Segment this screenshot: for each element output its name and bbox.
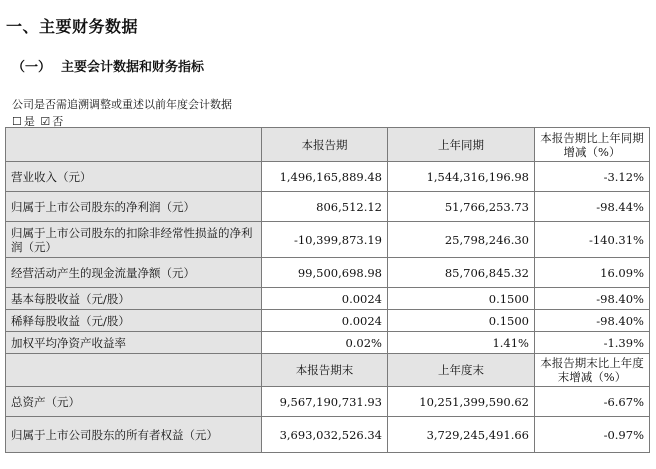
prior-value: 85,706,845.32 (388, 258, 535, 288)
current-value: 0.0024 (262, 288, 388, 310)
change-value: -1.39% (535, 332, 650, 354)
change-value: -98.44% (535, 192, 650, 222)
row-label: 归属于上市公司股东的所有者权益（元） (6, 417, 262, 453)
subsection-heading (12, 56, 204, 75)
header-prior-year-end: 上年度末 (388, 354, 535, 387)
change-value: 16.09% (535, 258, 650, 288)
unchecked-box-icon[interactable]: ☐ (12, 115, 22, 128)
row-label: 基本每股收益（元/股） (6, 288, 262, 310)
table-header-row (6, 128, 650, 162)
header-period-end: 本报告期末 (262, 354, 388, 387)
change-value: -98.40% (535, 310, 650, 332)
current-value: 3,693,032,526.34 (262, 417, 388, 453)
option-yes-label: 是 (23, 115, 35, 128)
subsection-title: 主要会计数据和财务指标 (61, 60, 205, 75)
row-label: 经营活动产生的现金流量净额（元） (6, 258, 262, 288)
change-value: -140.31% (535, 222, 650, 258)
section-heading: 一、主要财务数据 (6, 17, 139, 36)
header-current-period: 本报告期 (262, 128, 388, 162)
change-value: -0.97% (535, 417, 650, 453)
header-blank-cell (6, 128, 262, 162)
table-row (6, 310, 650, 332)
current-value: -10,399,873.19 (262, 222, 388, 258)
row-label: 稀释每股收益（元/股） (6, 310, 262, 332)
row-label: 营业收入（元） (6, 162, 262, 192)
financial-data-table (5, 127, 650, 453)
table-row (6, 417, 650, 453)
table-row (6, 288, 650, 310)
change-value: -98.40% (535, 288, 650, 310)
prior-value: 3,729,245,491.66 (388, 417, 535, 453)
header-prior-period: 上年同期 (388, 128, 535, 162)
prior-value: 51,766,253.73 (388, 192, 535, 222)
prior-value: 10,251,399,590.62 (388, 387, 535, 417)
table-row (6, 258, 650, 288)
table-row (6, 162, 650, 192)
current-value: 0.0024 (262, 310, 388, 332)
header-change-pct: 本报告期比上年同期增减（%） (535, 128, 650, 162)
row-label: 归属于上市公司股东的净利润（元） (6, 192, 262, 222)
table-header-row (6, 354, 650, 387)
row-label: 总资产（元） (6, 387, 262, 417)
option-no-label: 否 (52, 115, 64, 128)
header-blank-cell (6, 354, 262, 387)
current-value: 99,500,698.98 (262, 258, 388, 288)
table-row (6, 387, 650, 417)
current-value: 9,567,190,731.93 (262, 387, 388, 417)
header-change-pct: 本报告期末比上年度末增减（%） (535, 354, 650, 387)
table-row (6, 222, 650, 258)
table-row (6, 192, 650, 222)
row-label: 加权平均净资产收益率 (6, 332, 262, 354)
row-label: 归属于上市公司股东的扣除非经常性损益的净利润（元） (6, 222, 262, 258)
restatement-question: 公司是否需追溯调整或重述以前年度会计数据 (12, 98, 232, 111)
checked-box-icon[interactable]: ☑ (40, 115, 51, 128)
prior-value: 1,544,316,196.98 (388, 162, 535, 192)
prior-value: 25,798,246.30 (388, 222, 535, 258)
prior-value: 0.1500 (388, 310, 535, 332)
current-value: 0.02% (262, 332, 388, 354)
subsection-number: （一） (12, 60, 52, 75)
current-value: 1,496,165,889.48 (262, 162, 388, 192)
change-value: -6.67% (535, 387, 650, 417)
prior-value: 0.1500 (388, 288, 535, 310)
prior-value: 1.41% (388, 332, 535, 354)
table-row (6, 332, 650, 354)
change-value: -3.12% (535, 162, 650, 192)
current-value: 806,512.12 (262, 192, 388, 222)
